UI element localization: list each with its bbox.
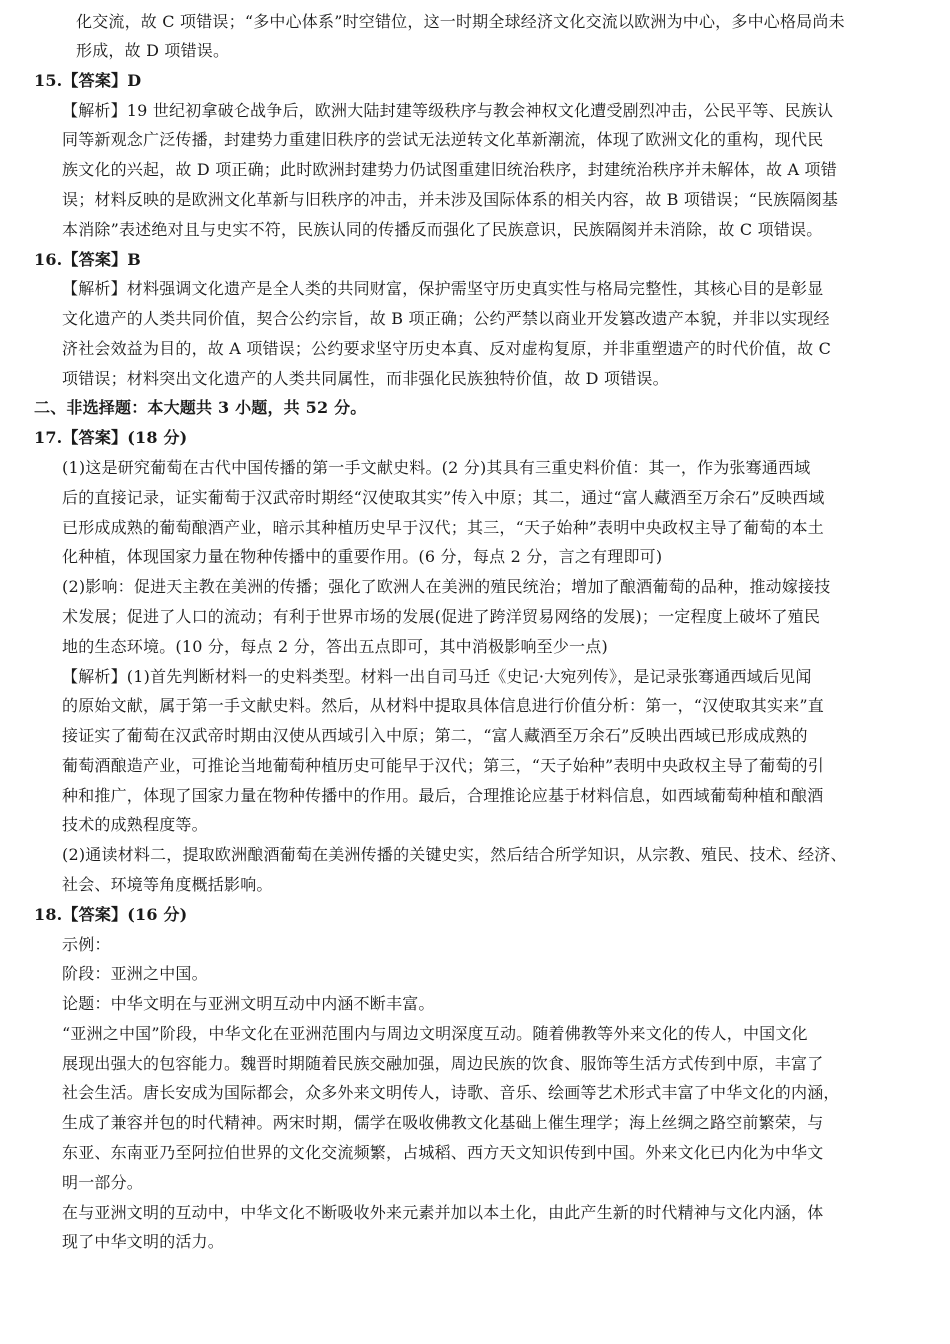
answer-heading-17: 17.【答案】(18 分) [34, 428, 188, 447]
text-line: 化交流，故 C 项错误；“多中心体系”时空错位，这一时期全球经济文化交流以欧洲为中心，多中心格局尚未 [76, 12, 845, 31]
analysis-line: 接证实了葡萄在汉武帝时期由汉使从西域引入中原；第二，“富人藏酒至万余石”反映出西域已形成成熟的 [62, 726, 808, 745]
thesis-line: 论题：中华文明在与亚洲文明互动中内涵不断丰富。 [62, 994, 435, 1013]
answer-line: 术发展；促进了人口的流动；有利于世界市场的发展(促进了跨洋贸易网络的发展)；一定程度上破坏了殖民 [62, 607, 821, 626]
analysis-line: 误；材料反映的是欧洲文化革新与旧秩序的冲击，并未涉及国际体系的相关内容，故 B 项错误；“民族隔阂基 [62, 190, 839, 209]
answer-line: (2)影响：促进天主教在美洲的传播；强化了欧洲人在美洲的殖民统治；增加了酿酒葡萄的品种，推动嫁接技 [62, 577, 831, 596]
essay-line: 明一部分。 [62, 1173, 144, 1192]
section-heading: 二、非选择题：本大题共 3 小题，共 52 分。 [34, 398, 367, 417]
analysis-line: 技术的成熟程度等。 [62, 815, 208, 834]
analysis-line: 社会、环境等角度概括影响。 [62, 875, 273, 894]
analysis-line: 【解析】(1)首先判断材料一的史料类型。材料一出自司马迁《史记·大宛列传》，是记录张骞通西域后见闻 [62, 667, 812, 686]
essay-line: 社会生活。唐长安成为国际都会，众多外来文明传人，诗歌、音乐、绘画等艺术形式丰富了中华文化的内涵， [62, 1083, 840, 1102]
analysis-line: (2)通读材料二，提取欧洲酿酒葡萄在美洲传播的关键史实，然后结合所学知识，从宗教、殖民、技术、经济、 [62, 845, 847, 864]
text-line: 形成，故 D 项错误。 [76, 41, 230, 60]
answer-line: (1)这是研究葡萄在古代中国传播的第一手文献史料。(2 分)其具有三重史料价值：其一，作为张骞通西域 [62, 458, 811, 477]
analysis-line: 同等新观念广泛传播，封建势力重建旧秩序的尝试无法逆转文化革新潮流，体现了欧洲文化的重构，现代民 [62, 130, 824, 149]
answer-line: 后的直接记录，证实葡萄于汉武帝时期经“汉使取其实”传入中原；其二，通过“富人藏酒至万余石”反映西域 [62, 488, 825, 507]
analysis-line: 的原始文献，属于第一手文献史料。然后，从材料中提取具体信息进行价值分析：第一，“汉使取其实来”直 [62, 696, 824, 715]
analysis-line: 【解析】19 世纪初拿破仑战争后，欧洲大陆封建等级秩序与教会神权文化遭受剧烈冲击，公民平等、民族认 [62, 101, 834, 120]
essay-line: 东亚、东南亚乃至阿拉伯世界的文化交流频繁，占城稻、西方天文知识传到中国。外来文化已内化为中华文 [62, 1143, 824, 1162]
essay-line: 生成了兼容并包的时代精神。两宋时期，儒学在吸收佛教文化基础上催生理学；海上丝绸之路空前繁荣，与 [62, 1113, 824, 1132]
analysis-line: 文化遗产的人类共同价值，契合公约宗旨，故 B 项正确；公约严禁以商业开发篡改遗产本貌，并非以实现经 [62, 309, 830, 328]
analysis-line: 济社会效益为目的，故 A 项错误；公约要求坚守历史本真、反对虚构复原，并非重塑遗产的时代价值，故 C [62, 339, 832, 358]
essay-line: “亚洲之中国”阶段，中华文化在亚洲范围内与周边文明深度互动。随着佛教等外来文化的传人，中国文化 [62, 1024, 808, 1043]
answer-heading-16: 16.【答案】B [34, 250, 141, 269]
answer-line: 化种植，体现国家力量在物种传播中的重要作用。(6 分，每点 2 分，言之有理即可) [62, 547, 663, 566]
answer-line: 已形成成熟的葡萄酿酒产业，暗示其种植历史早于汉代；其三，“天子始种”表明中央政权主导了葡萄的本土 [62, 518, 824, 537]
analysis-line: 族文化的兴起，故 D 项正确；此时欧洲封建势力仍试图重建旧统治秩序，封建统治秩序并未解体，故 A 项错 [62, 160, 837, 179]
essay-line: 在与亚洲文明的互动中，中华文化不断吸收外来元素并加以本土化，由此产生新的时代精神与文化内涵，体 [62, 1203, 824, 1222]
analysis-line: 种和推广，体现了国家力量在物种传播中的作用。最后，合理推论应基于材料信息，如西域葡萄种植和酿酒 [62, 786, 824, 805]
analysis-line: 葡萄酒酿造产业，可推论当地葡萄种植历史可能早于汉代；第三，“天子始种”表明中央政权主导了葡萄的引 [62, 756, 824, 775]
answer-line: 地的生态环境。(10 分，每点 2 分，答出五点即可，其中消极影响至少一点) [62, 637, 608, 656]
essay-line: 现了中华文明的活力。 [62, 1232, 225, 1251]
example-label: 示例： [62, 935, 111, 954]
stage-line: 阶段：亚洲之中国。 [62, 964, 208, 983]
essay-line: 展现出强大的包容能力。魏晋时期随着民族交融加强，周边民族的饮食、服饰等生活方式传到中原，丰富了 [62, 1054, 824, 1073]
analysis-line: 项错误；材料突出文化遗产的人类共同属性，而非强化民族独特价值，故 D 项错误。 [62, 369, 669, 388]
analysis-line: 【解析】材料强调文化遗产是全人类的共同财富，保护需坚守历史真实性与格局完整性，其核心目的是彰显 [62, 279, 824, 298]
analysis-line: 本消除”表述绝对且与史实不符，民族认同的传播反而强化了民族意识，民族隔阂并未消除，故 C 项错误。 [62, 220, 823, 239]
answer-heading-18: 18.【答案】(16 分) [34, 905, 188, 924]
answer-heading-15: 15.【答案】D [34, 71, 142, 90]
